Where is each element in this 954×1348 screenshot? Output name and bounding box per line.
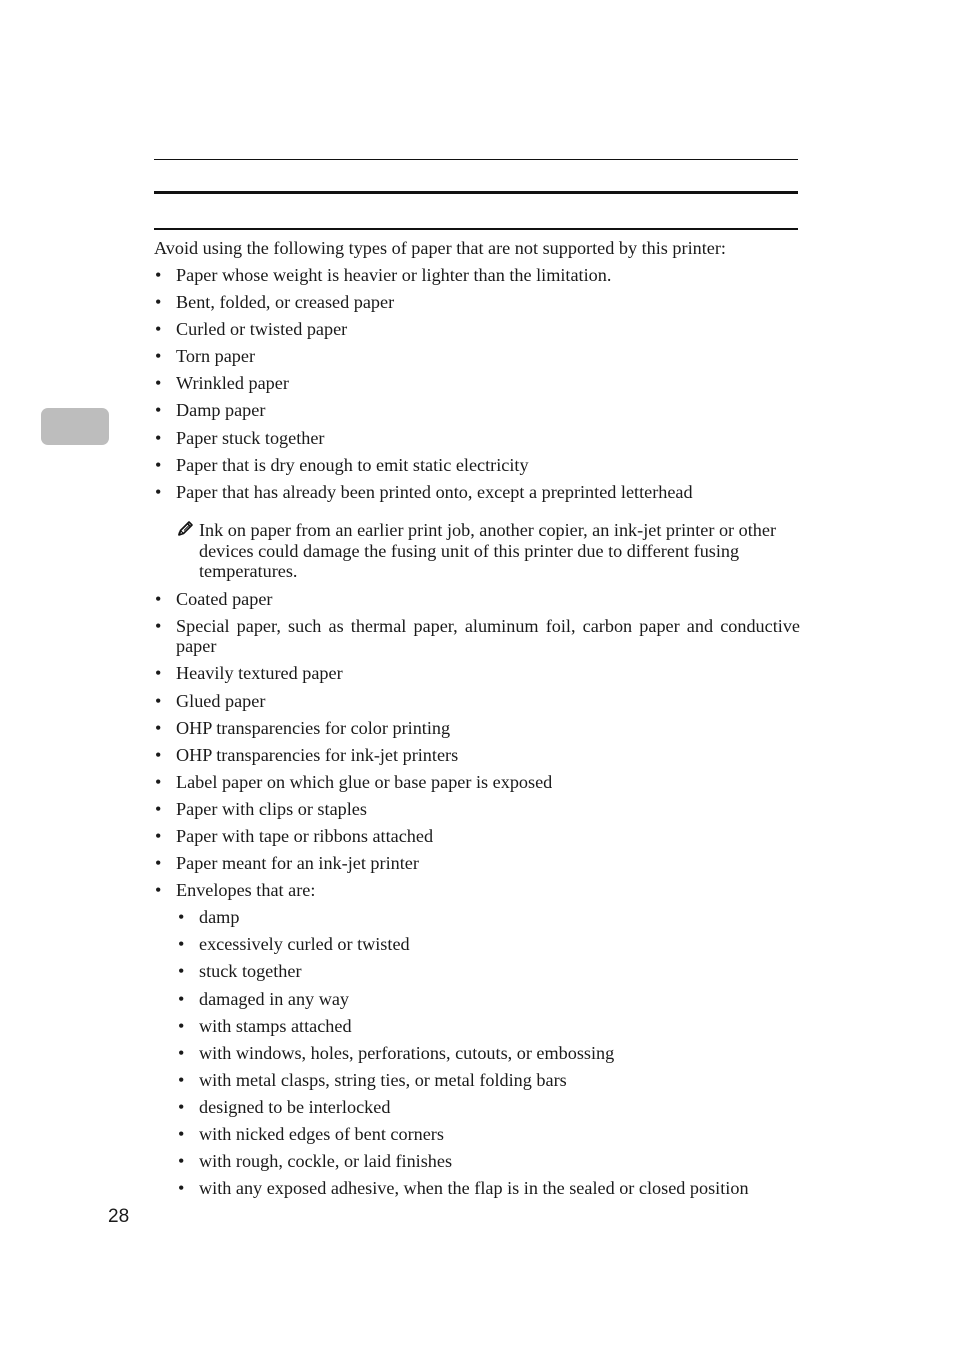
envelopes-sub-list xyxy=(154,907,800,1198)
page-content xyxy=(154,238,800,1205)
sub-list-item: • with rough, cockle, or laid finishes xyxy=(177,1151,800,1172)
sub-list-item: • stuck together xyxy=(177,961,800,982)
list-item: • Paper that has already been printed onto, except a preprinted letterhead xyxy=(154,482,800,503)
header-rule-middle xyxy=(154,191,798,194)
sub-list-item: • with metal clasps, string ties, or metal folding bars xyxy=(177,1070,800,1091)
list-item: • Label paper on which glue or base paper is exposed xyxy=(154,772,800,793)
unsupported-paper-list-a xyxy=(154,265,800,502)
list-item: • OHP transparencies for ink-jet printers xyxy=(154,745,800,766)
note-block xyxy=(154,520,800,582)
list-item: • Paper stuck together xyxy=(154,428,800,449)
pencil-note-icon xyxy=(176,518,196,538)
list-item: • Glued paper xyxy=(154,691,800,712)
list-item: • Paper with clips or staples xyxy=(154,799,800,820)
list-item: • Special paper, such as thermal paper, aluminum foil, carbon paper and conductive paper xyxy=(154,616,800,657)
list-item: • Paper that is dry enough to emit static electricity xyxy=(154,455,800,476)
sub-list-item: • excessively curled or twisted xyxy=(177,934,800,955)
list-item: • Paper meant for an ink-jet printer xyxy=(154,853,800,874)
list-item: • Heavily textured paper xyxy=(154,663,800,684)
list-item: • Coated paper xyxy=(154,589,800,610)
sub-list-item: • with nicked edges of bent corners xyxy=(177,1124,800,1145)
sub-list-item: • with any exposed adhesive, when the flap is in the sealed or closed position xyxy=(177,1178,800,1199)
sub-list-item: • damp xyxy=(177,907,800,928)
list-item: • Wrinkled paper xyxy=(154,373,800,394)
list-item: • Damp paper xyxy=(154,400,800,421)
sub-list-item: • damaged in any way xyxy=(177,989,800,1010)
header-rule-top xyxy=(154,159,798,160)
list-item: • OHP transparencies for color printing xyxy=(154,718,800,739)
envelopes-list-item xyxy=(154,880,800,901)
list-item: • Paper with tape or ribbons attached xyxy=(154,826,800,847)
header-rule-bottom xyxy=(154,228,798,230)
list-item: • Torn paper xyxy=(154,346,800,367)
unsupported-paper-list-b xyxy=(154,589,800,901)
list-item: • Curled or twisted paper xyxy=(154,319,800,340)
sub-list-item: • with stamps attached xyxy=(177,1016,800,1037)
list-item: • Paper whose weight is heavier or lighter than the limitation. xyxy=(154,265,800,286)
sub-list-item: • with windows, holes, perforations, cutouts, or embossing xyxy=(177,1043,800,1064)
list-item: • Bent, folded, or creased paper xyxy=(154,292,800,313)
intro-text: Avoid using the following types of paper that are not supported by this printer: xyxy=(154,238,726,258)
note-text: Ink on paper from an earlier print job, another copier, an ink-jet printer or other devices could damage the fusing unit of this printer due to different fusing temperatures. xyxy=(199,520,777,582)
page-number: 28 xyxy=(108,1206,130,1227)
chapter-tab xyxy=(41,408,109,445)
envelopes-label: Envelopes that are: xyxy=(176,880,316,901)
sub-list-item: • designed to be interlocked xyxy=(177,1097,800,1118)
